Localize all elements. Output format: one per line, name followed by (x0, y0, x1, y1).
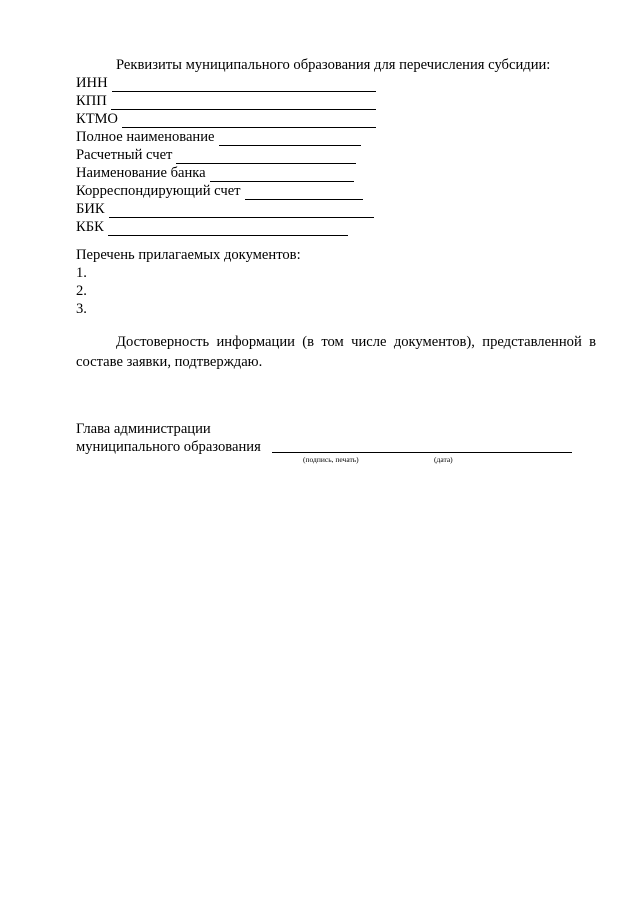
field-ktmo (76, 110, 376, 128)
requisites-heading: Реквизиты муниципального образования для перечисления субсидии: (116, 57, 551, 73)
field-bank-name (76, 164, 354, 182)
field-ktmo-blank[interactable] (122, 113, 376, 128)
confirmation-paragraph (76, 332, 596, 372)
field-kpp-label: КПП (76, 93, 107, 109)
field-account-label: Расчетный счет (76, 147, 173, 163)
field-corr-account-label: Корреспондирующий счет (76, 183, 241, 199)
signature-blank[interactable] (272, 451, 572, 453)
field-full-name-label: Полное наименование (76, 129, 215, 145)
document-item-2: 2. (76, 283, 87, 299)
field-corr-account (76, 182, 363, 200)
confirmation-text: Достоверность информации (в том числе документов), представленной в составе заявки, подтверждаю. (76, 334, 596, 370)
field-bank-name-blank[interactable] (210, 167, 354, 182)
field-kbk-label: КБК (76, 219, 104, 235)
field-bank-name-label: Наименование банка (76, 165, 206, 181)
field-account-blank[interactable] (176, 149, 356, 164)
documents-heading: Перечень прилагаемых документов: (76, 247, 301, 263)
field-kbk (76, 218, 348, 236)
field-bik-label: БИК (76, 201, 105, 217)
document-item-1: 1. (76, 265, 87, 281)
field-kbk-blank[interactable] (108, 221, 348, 236)
signature-title-line2: муниципального образования (76, 439, 261, 455)
field-bik (76, 200, 374, 218)
field-bik-blank[interactable] (109, 203, 374, 218)
signature-title-line1: Глава администрации (76, 421, 211, 437)
document-item-3: 3. (76, 301, 87, 317)
field-account (76, 146, 356, 164)
field-corr-account-blank[interactable] (245, 185, 363, 200)
field-ktmo-label: КТМО (76, 111, 118, 127)
field-full-name-blank[interactable] (219, 131, 361, 146)
field-full-name (76, 128, 361, 146)
field-inn-blank[interactable] (112, 77, 376, 92)
field-kpp (76, 92, 376, 110)
caption-date: (дата) (434, 455, 453, 464)
caption-signature-seal: (подпись, печать) (303, 455, 359, 464)
field-inn (76, 74, 376, 92)
field-inn-label: ИНН (76, 75, 108, 91)
field-kpp-blank[interactable] (111, 95, 376, 110)
